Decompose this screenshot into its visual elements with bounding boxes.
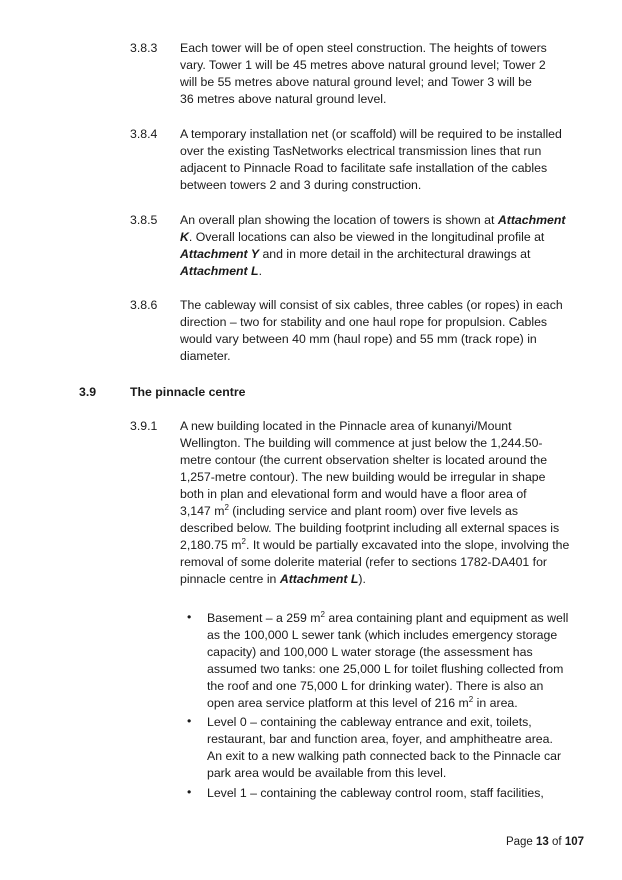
footer-separator: of [548,836,565,848]
text-line: described below. The building footprint including all external spaces is [180,521,560,535]
page-total: 107 [564,836,584,848]
text-line: as the 100,000 L sewer tank (which includes emergency storage [207,628,558,642]
text-line: assumed two tanks: one 25,000 L for toilet flushing collected from [207,662,564,676]
bullet-marker: • [187,610,192,624]
item-text [180,297,580,365]
text-line [180,212,580,229]
text-line: 36 metres above natural ground level. [180,92,387,106]
text-line: direction – two for stability and one haul rope for propulsion. Cables [180,315,548,329]
text-line: metre contour (the current observation shelter is located around the [180,453,548,467]
text-run: pinnacle centre in [180,572,280,586]
attachment-reference: Attachment L [180,264,259,278]
section-number: 3.9 [79,385,97,399]
text-run: ). [358,572,366,586]
text-line: restaurant, bar and function area, foyer, and amphitheatre area. [207,732,553,746]
text-run: . It would be partially excavated into the slope, involving the [245,538,570,552]
text-line: capacity) and 100,000 L water storage (the assessment has [207,645,533,659]
item-number: 3.9.1 [130,419,158,433]
item-text [180,212,580,280]
text-line: removal of some dolerite material (refer to sections 1782-DA401 for [180,555,548,569]
text-line: vary. Tower 1 will be 45 metres above natural ground level; Tower 2 [180,58,546,72]
text-line: would vary between 40 mm (haul rope) and 55 mm (track rope) in [180,332,537,346]
attachment-reference: K [180,230,189,244]
text-line: Level 1 – containing the cableway control room, staff facilities, [207,786,544,800]
item-text [180,418,580,588]
item-number: 3.8.3 [130,41,158,55]
item-number: 3.8.4 [130,127,158,141]
text-line [207,610,587,627]
text-line: Each tower will be of open steel construction. The heights of towers [180,41,547,55]
footer-prefix: Page [505,836,537,848]
text-line: An exit to a new walking path connected back to the Pinnacle car [207,749,562,763]
text-line: A temporary installation net (or scaffold) will be required to be installed [180,127,562,141]
page-footer [506,836,584,848]
page-number: 13 [536,836,549,848]
bullet-text [207,714,587,782]
superscript: 2 [224,502,229,512]
section-heading: The pinnacle centre [130,385,246,399]
text-run: area containing plant and equipment as well [324,611,569,625]
text-line: both in plan and elevational form and would have a floor area of [180,487,527,501]
bullet-text [207,785,587,802]
superscript: 2 [241,536,246,546]
text-line: Wellington. The building will commence at just below the 1,244.50- [180,436,543,450]
bullet-marker: • [187,785,192,799]
attachment-reference: Attachment Y [180,247,260,261]
text-line [180,263,580,280]
text-line [207,695,587,712]
text-line: 1,257-metre contour). The new building would be irregular in shape [180,470,546,484]
text-line: the roof and one 75,000 L for drinking water). There is also an [207,679,544,693]
text-run: An overall plan showing the location of towers is shown at [180,213,498,227]
item-number: 3.8.6 [130,298,158,312]
item-number: 3.8.5 [130,213,158,227]
text-line: will be 55 metres above natural ground level; and Tower 3 will be [180,75,532,89]
bullet-marker: • [187,714,192,728]
item-text [180,40,580,108]
text-line: park area would be available from this level. [207,766,447,780]
item-text [180,126,580,194]
text-run: . Overall locations can also be viewed in the longitudinal profile at [188,230,545,244]
text-line: over the existing TasNetworks electrical transmission lines that run [180,144,542,158]
text-line [180,229,580,246]
text-run: 2,180.75 m [180,538,242,552]
text-line: A new building located in the Pinnacle area of kunanyi/Mount [180,419,512,433]
text-line: diameter. [180,349,231,363]
text-run: 3,147 m [180,504,225,518]
text-line [180,503,580,520]
superscript: 2 [320,609,325,619]
text-run: in area. [473,696,518,710]
text-line [180,537,580,554]
text-run: . [258,264,262,278]
text-run: (including service and plant room) over five levels as [228,504,518,518]
attachment-reference: Attachment [497,213,566,227]
text-line: adjacent to Pinnacle Road to facilitate safe installation of the cables [180,161,548,175]
text-line [180,571,580,588]
text-line: Level 0 – containing the cableway entrance and exit, toilets, [207,715,532,729]
text-line [180,246,580,263]
text-run: open area service platform at this level of 216 m [207,696,469,710]
text-run: Basement – a 259 m [207,611,321,625]
text-line: between towers 2 and 3 during construction. [180,178,422,192]
text-run: and in more detail in the architectural drawings at [259,247,531,261]
attachment-reference: Attachment L [279,572,359,586]
text-line: The cableway will consist of six cables, three cables (or ropes) in each [180,298,563,312]
superscript: 2 [468,694,474,704]
bullet-text [207,610,587,712]
